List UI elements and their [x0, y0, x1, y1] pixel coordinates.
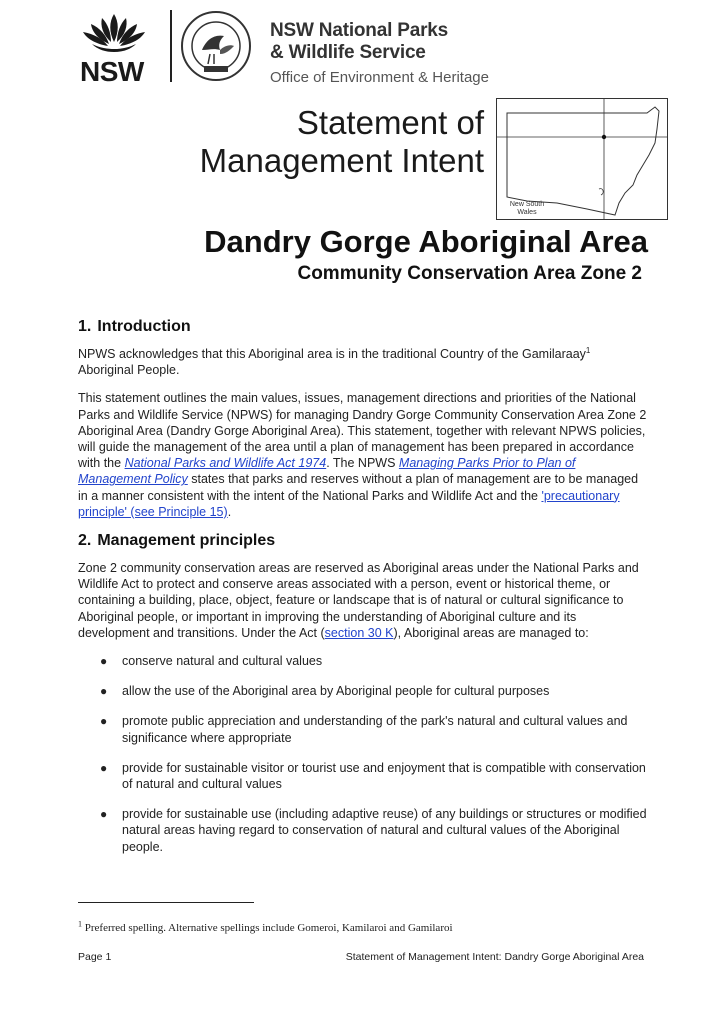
page-footer	[78, 951, 644, 963]
bullet-icon: ●	[100, 760, 108, 775]
footnote-ref[interactable]: 1	[585, 345, 591, 355]
agency-name	[270, 20, 489, 88]
logo-divider	[170, 10, 172, 82]
principles-paragraph-text-a: Zone 2 community conservation areas are reserved as Aboriginal areas under the National Parks and Wildlife Act to protect and conserve areas associated with a person, event or historical theme, or containing a building, place, object, feature or landscape that is of natural or cultural significance to Aboriginal people, or important in improving the understanding of Aboriginal culture and its development and transitions. Under the Act (	[78, 561, 639, 640]
list-item	[78, 806, 648, 855]
section-1-title: Introduction	[97, 318, 191, 335]
principles-paragraph-text-b: ), Aboriginal areas are managed to:	[393, 625, 589, 640]
statement-title	[200, 104, 484, 180]
nsw-waratah-logo	[78, 8, 158, 87]
bullet-icon: ●	[100, 807, 108, 822]
list-item-text: provide for sustainable use (including adaptive reuse) of any buildings or structures or modified natural areas having regard to conservation of natural and cultural values of the Aboriginal people.	[122, 807, 647, 854]
statement-title-line-1: Statement of	[296, 104, 484, 141]
npws-seal-logo	[180, 10, 252, 82]
intro-paragraph-1	[78, 346, 648, 378]
page-number: Page 1	[78, 951, 112, 963]
locator-map	[496, 98, 668, 220]
map-label-line-1: New South	[509, 201, 545, 208]
section-2-number: 2.	[78, 532, 92, 550]
principles-list	[78, 653, 648, 855]
footnote	[78, 919, 453, 934]
list-item	[78, 760, 648, 792]
intro-paragraph-2-text-b: . The NPWS	[326, 456, 399, 471]
section-2-heading	[78, 532, 648, 550]
bullet-icon: ●	[100, 654, 108, 669]
section-30k-link[interactable]: section 30 K	[324, 625, 394, 640]
intro-paragraph-2	[78, 390, 648, 520]
list-item-text: promote public appreciation and understanding of the park's natural and cultural values and significance where appropriate	[122, 714, 628, 745]
intro-paragraph-2-text-d: .	[227, 504, 232, 519]
list-item-text: allow the use of the Aboriginal area by Aboriginal people for cultural purposes	[122, 684, 550, 699]
managing-parks-policy-link[interactable]: Managing Parks Prior to Plan of Management Policy	[78, 456, 576, 487]
agency-line-1: NSW National Parks	[270, 20, 449, 41]
agency-line-3: Office of Environment & Heritage	[270, 69, 489, 86]
page-header	[78, 8, 538, 87]
intro-paragraph-2-text-c: states that parks and reserves without a plan of management are to be managed in a manner consistent with the intent of the National Parks and Wildlife Act and the	[78, 472, 639, 503]
precautionary-principle-link[interactable]: 'precautionary principle' (see Principle 15)	[78, 488, 620, 519]
list-item	[78, 713, 648, 745]
agency-line-2: & Wildlife Service	[270, 42, 426, 63]
intro-paragraph-1-end: Aboriginal People.	[78, 363, 180, 378]
section-1-heading	[78, 318, 648, 336]
bullet-icon: ●	[100, 714, 108, 729]
statement-title-line-2: Management Intent	[199, 142, 484, 179]
nsw-logo-text: NSW	[80, 56, 144, 87]
list-item	[78, 653, 648, 669]
intro-paragraph-2-text-a: This statement outlines the main values, issues, management directions and priorities of the National Parks and Wildlife Service (NPWS) for managing Dandry Gorge Community Conservation Area Zone 2 Aboriginal Area (Dandry Gorge Aboriginal Area). This statement, together with relevant NPWS policies, will guide the management of the area until a plan of management has been prepared in accordance with the	[78, 391, 647, 471]
section-1-number: 1.	[78, 318, 92, 335]
npw-act-link[interactable]: National Parks and Wildlife Act 1974	[124, 456, 327, 471]
map-label	[505, 201, 549, 217]
document-body	[78, 318, 648, 869]
bullet-icon: ●	[100, 684, 108, 699]
list-item-text: conserve natural and cultural values	[122, 654, 323, 669]
footnote-text: Preferred spelling. Alternative spellings include Gomeroi, Kamilaroi and Gamilaroi	[82, 922, 453, 934]
section-2-title: Management principles	[97, 532, 276, 550]
intro-paragraph-1-text: NPWS acknowledges that this Aboriginal area is in the traditional Country of the Gamilaraay	[78, 347, 586, 361]
page-subtitle: Community Conservation Area Zone 2	[297, 263, 642, 284]
list-item-text: provide for sustainable visitor or tourist use and enjoyment that is compatible with conservation of natural and cultural values	[122, 760, 646, 792]
footer-document-title: Statement of Management Intent: Dandry Gorge Aboriginal Area	[345, 951, 644, 963]
footnote-divider	[78, 902, 254, 903]
map-label-line-2: Wales	[517, 209, 537, 216]
principles-paragraph	[78, 560, 648, 641]
footnote-mark: 1	[78, 919, 82, 929]
list-item	[78, 683, 648, 699]
page-title: Dandry Gorge Aboriginal Area	[204, 224, 648, 259]
